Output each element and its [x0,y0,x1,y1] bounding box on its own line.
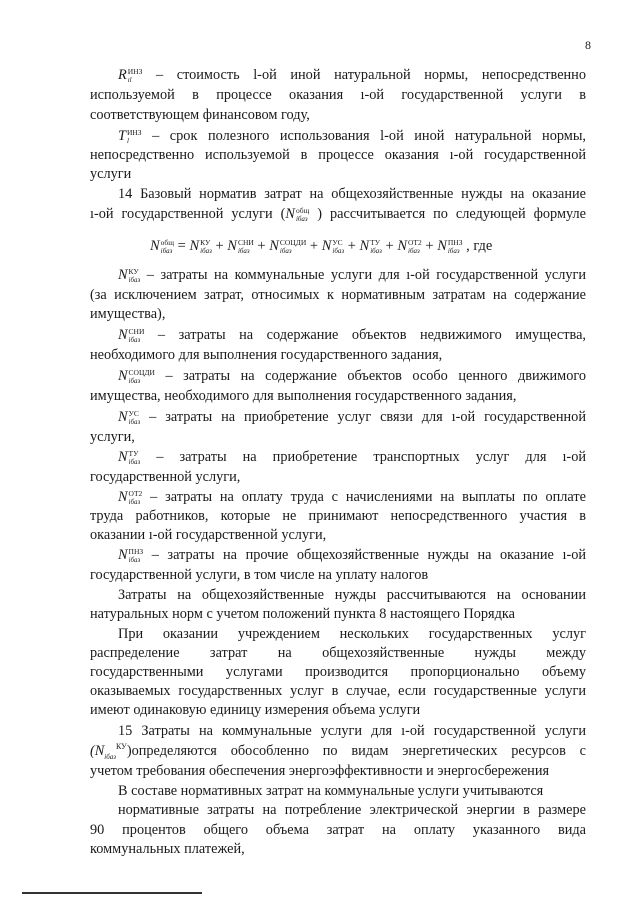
text-line: соответствующем финансовом году, [90,107,310,123]
text-line: R ИНЗ ıl – стоимость l-ой иной натуральной нормы, непосредственно [118,66,586,84]
text-line: труда работников, которые не принимают непосредственного участия в [90,508,586,524]
text-line: коммунальных платежей, [90,841,245,857]
text-line: N ПНЗ iбаз – затраты на прочие общехозяйственные нужды на оказание ı-ой [118,546,586,564]
text-line: услуги, [90,429,135,445]
text-line: ı-ой государственной услуги (N общ iбаз ) рассчитывается по следующей формуле [90,205,587,223]
text-line: N КУ iбаз – затраты на коммунальные услуги для ı-ой государственной услуги [118,266,586,284]
text-line: необходимого для выполнения государственного задания, [90,347,443,363]
text-line: государственными услугами производится пропорционально объему [90,664,586,680]
text-line: учетом требования обеспечения энергоэффективности и энергосбережения [90,763,550,779]
text-line: Затраты на общехозяйственные нужды рассчитываются на основании [118,587,586,603]
text-line: T ИНЗ l – срок полезного использования l-ой иной натуральной нормы, [118,127,586,145]
text-line: нормативные затраты на потребление электрической энергии в размере [118,802,586,818]
text-line: имущества, необходимого для выполнения государственного задания, [90,388,517,404]
text-line: (за исключением затрат, относимых к нормативным затратам на содержание [90,287,586,303]
text-line: услуги [90,166,132,182]
formula: N общ iбаз = N КУ iбаз + N СНИ iбаз + N СОЦДИ iбаз + N УС iбаз + N ТУ iбаз + N ОТ2 iбаз + N ПНЗ iбаз , где [150,237,493,255]
text-line: натуральных норм с учетом положений пункта 8 настоящего Порядка [90,606,515,622]
text-line: распределение затрат на общехозяйственные нужды между [90,645,586,661]
text-line: 14 Базовый норматив затрат на общехозяйственные нужды на оказание [118,186,586,202]
text-line: $(N_{iбаз}^{КУ})определяются$ обособленно по видам энергетических ресурсов с [90,742,586,761]
text-line: В составе нормативных затрат на коммунальные услуги учитываются [118,783,544,799]
symbol-r: R ИНЗ ıl [118,66,143,84]
text-line: N УС iбаз – затраты на приобретение услуг связи для ı-ой государственной [118,408,586,426]
text-line: 15 Затраты на коммунальные услуги для ı-ой государственной услуги [118,723,586,739]
scan-edge-line [22,892,202,894]
text-line: оказании ı-ой государственной услуги, [90,527,327,543]
symbol-t: T ИНЗ l [118,127,142,145]
text-line: 90 процентов общего объема затрат на оплату указанного вида [90,822,586,838]
text-line: государственной услуги, [90,469,241,485]
text-line: имеют одинаковую единицу измерения объема услуги [90,702,421,718]
text-line: N ТУ iбаз – затраты на приобретение транспортных услуг для ı-ой [118,448,586,466]
text-line: государственной услуги, в том числе на уплату налогов [90,567,429,583]
text-line: имущества), [90,306,166,322]
page-number: 8 [585,38,591,52]
text-line: непосредственно используемой в процессе оказания ı-ой государственной [90,147,586,163]
text-line: N СОЦДИ iбаз – затраты на содержание объектов особо ценного движимого [118,367,586,385]
text-line: N ОТ2 iбаз – затраты на оплату труда с начислениями на выплаты по оплате [118,488,587,506]
text-line: оказываемых государственных услуг в случае, если государственные услуги [90,683,586,699]
text-line: При оказании учреждением нескольких государственных услуг [118,626,586,642]
text-line: используемой в процессе оказания ı-ой государственной услуги в [90,87,586,103]
text-line: N СНИ iбаз – затраты на содержание объектов недвижимого имущества, [118,326,586,344]
